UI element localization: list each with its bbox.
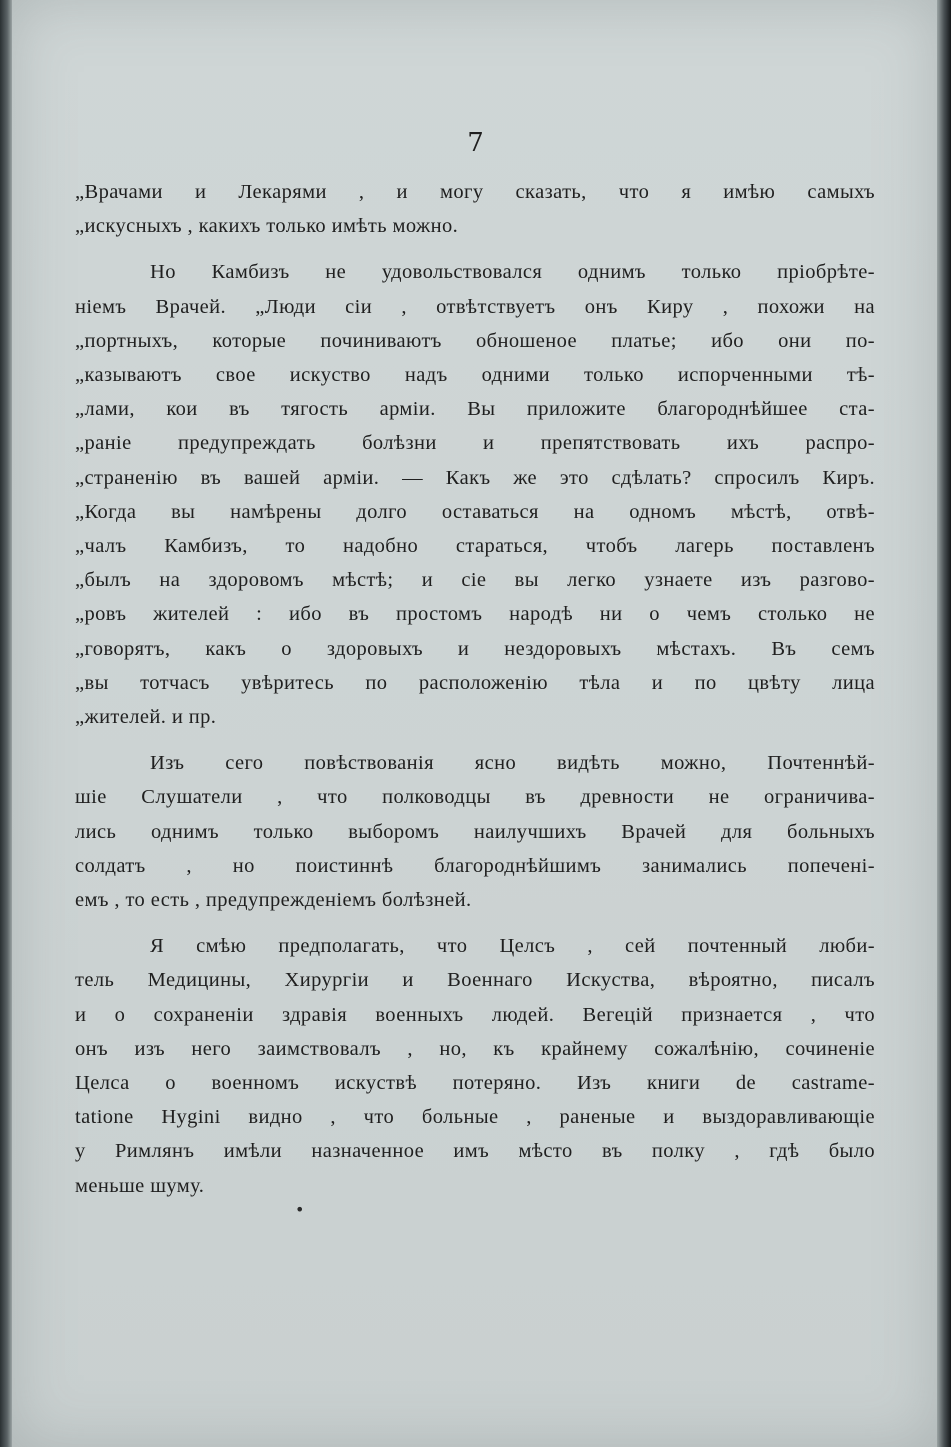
text-line: Но Камбизъ не удовольствовался однимъ только пріобрѣте-	[150, 261, 875, 284]
text-line: Изъ сего повѣствованія ясно видѣть можно, Почтеннѣй-	[150, 752, 875, 775]
text-line: „ровъ жителей : ибо въ простомъ народѣ ни о чемъ столько не	[75, 603, 875, 626]
text-line: тель Медицины, Хирургіи и Военнаго Искуства, вѣроятно, писалъ	[75, 969, 875, 992]
text-line: „казываютъ свое искуство надъ одними только испорченными тѣ-	[75, 364, 875, 387]
text-line: „чалъ Камбизъ, то надобно стараться, чтобъ лагерь поставленъ	[75, 535, 875, 558]
paragraph-3	[75, 746, 875, 917]
text-line: емъ , то есть , предупрежденіемъ болѣзней.	[75, 889, 472, 912]
text-line: tatione Hygini видно , что больные , раненые и выздоравливающіе	[75, 1106, 875, 1129]
text-line: „вы тотчасъ увѣритесь по расположенію тѣла и по цвѣту лица	[75, 671, 875, 694]
body-text	[75, 175, 875, 1203]
page-number: 7	[467, 128, 484, 158]
scan-left-edge	[0, 0, 12, 1447]
text-line: лись однимъ только выборомъ наилучшихъ Врачей для больныхъ	[75, 820, 875, 843]
text-line: солдатъ , но поистиннѣ благороднѣйшимъ занимались попеченi-	[75, 854, 875, 877]
text-line: онъ изъ него заимствовалъ , но, къ крайнему сожалѣнію, сочиненіе	[75, 1037, 875, 1060]
text-line: меньше шуму.	[75, 1174, 205, 1197]
scan-right-edge	[937, 0, 951, 1447]
text-line: „лами, кои въ тягость арміи. Вы приложите благороднѣйшее ста-	[75, 398, 875, 421]
text-line: ніемъ Врачей. „Люди сіи , отвѣтствуетъ онъ Киру , похожи на	[75, 295, 875, 318]
text-line: „жителей. и пр.	[75, 706, 217, 729]
text-line: „Врачами и Лекарями , и могу сказать, что я имѣю самыхъ	[75, 181, 875, 203]
paragraph-4	[75, 929, 875, 1203]
text-line: Целса о военномъ искуствѣ потеряно. Изъ книги de castrame-	[75, 1072, 875, 1095]
text-line: „портныхъ, которые починиваютъ обношеное платье; ибо они по-	[75, 329, 875, 352]
text-line: „искусныхъ , какихъ только имѣть можно.	[75, 215, 459, 238]
paragraph-1	[75, 175, 875, 243]
text-line: „раніе предупреждать болѣзни и препятствовать ихъ распро-	[75, 432, 875, 455]
text-line: „страненію въ вашей арміи. — Какъ же это сдѣлать? спросилъ Киръ.	[75, 466, 875, 489]
ornament-mark: •	[295, 1200, 305, 1219]
text-line: у Римлянъ имѣли назначенное имъ мѣсто въ полку , гдѣ было	[75, 1140, 875, 1163]
text-line: „былъ на здоровомъ мѣстѣ; и сіе вы легко узнаете изъ разгово-	[75, 569, 875, 592]
text-line: и о сохраненіи здравія военныхъ людей. Вегецій признается , что	[75, 1003, 875, 1026]
text-line: „говорятъ, какъ о здоровыхъ и нездоровыхъ мѣстахъ. Въ семъ	[75, 637, 875, 660]
text-line: шіе Слушатели , что полководцы въ древности не ограничива-	[75, 786, 875, 809]
paragraph-2	[75, 255, 875, 734]
text-line: Я смѣю предполагать, что Целсъ , сей почтенный люби-	[150, 935, 875, 958]
text-line: „Когда вы намѣрены долго оставаться на одномъ мѣстѣ, отвѣ-	[75, 500, 875, 523]
